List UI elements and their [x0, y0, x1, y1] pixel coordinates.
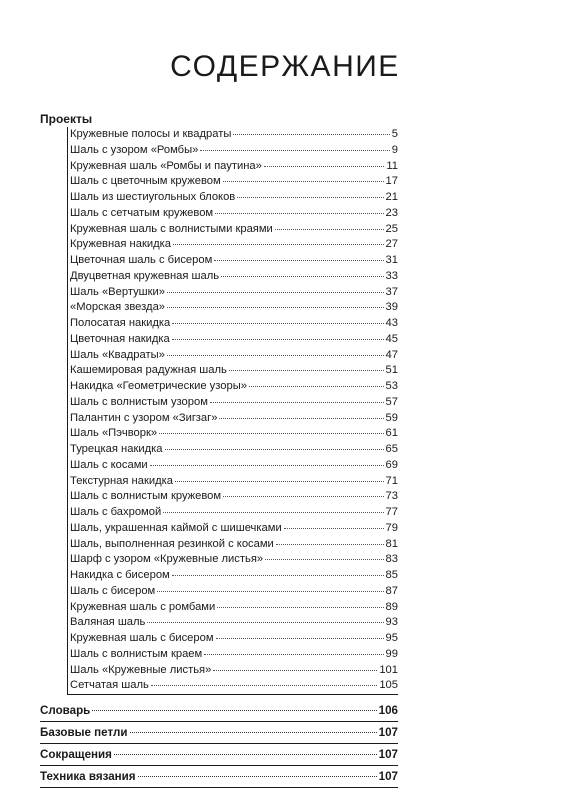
toc-entry-title: Турецкая накидка: [70, 443, 163, 455]
toc-entry-title: Кружевная накидка: [70, 238, 171, 251]
toc-entry-title: Шарф с узором «Кружевные листья»: [70, 553, 264, 566]
toc-main-entry[interactable]: [40, 744, 398, 766]
dot-leader: [233, 134, 389, 135]
toc-entry-title: Валяная шаль: [70, 616, 146, 629]
toc-entry[interactable]: [68, 190, 398, 206]
toc-entry[interactable]: [68, 379, 398, 395]
toc-entry-page: 43: [385, 317, 398, 329]
toc-entry-page: 95: [385, 632, 398, 644]
toc-entry-title: Двуцветная кружевная шаль: [70, 269, 220, 282]
toc-entry-page: 85: [385, 569, 398, 581]
toc-entry[interactable]: [68, 631, 398, 647]
dot-leader: [172, 323, 383, 324]
toc-entry-page: 79: [385, 521, 398, 534]
toc-entry-page: 65: [385, 443, 398, 455]
toc-entry-title: Шаль, украшенная каймой с шишечками: [70, 521, 282, 534]
dot-leader: [92, 710, 376, 711]
dot-leader: [138, 776, 377, 777]
dot-leader: [165, 449, 384, 450]
toc-entry-title: Шаль с косами: [70, 458, 148, 471]
dot-leader: [200, 150, 389, 151]
toc-entry-title: Шаль из шестиугольных блоков: [70, 191, 236, 203]
dot-leader: [172, 575, 384, 576]
toc-entry-page: 107: [378, 726, 398, 739]
toc-entry[interactable]: [68, 363, 398, 379]
dot-leader: [167, 355, 384, 356]
dot-leader: [214, 260, 383, 261]
project-list: [67, 127, 398, 695]
toc-entry-title: «Морская звезда»: [70, 301, 166, 314]
toc-entry[interactable]: [68, 348, 398, 364]
toc-entry-title: Шаль с волнистым узором: [70, 395, 208, 408]
toc-entry-page: 27: [385, 238, 398, 251]
toc-entry-title: Техника вязания: [40, 770, 136, 783]
toc-entry-page: 73: [385, 490, 398, 503]
toc-entry[interactable]: [68, 474, 398, 490]
toc-entry-title: Шаль с бисером: [70, 584, 156, 597]
toc-entry[interactable]: [68, 159, 398, 175]
dot-leader: [219, 418, 383, 419]
toc-entry[interactable]: [68, 411, 398, 427]
section-header-projects: Проекты: [40, 112, 93, 126]
toc-entry-page: 17: [385, 175, 398, 188]
toc-entry-page: 11: [386, 159, 398, 172]
toc-entry[interactable]: [68, 552, 398, 568]
toc-entry[interactable]: [68, 568, 398, 584]
toc-entry-title: Сетчатая шаль: [70, 679, 149, 692]
dot-leader: [147, 622, 383, 623]
toc-entry-title: Шаль с волнистым краем: [70, 647, 203, 660]
toc-entry-page: 61: [385, 427, 398, 440]
toc-entry-title: Цветочная накидка: [70, 332, 170, 345]
toc-entry[interactable]: [68, 332, 398, 348]
toc-entry-title: Шаль «Пэчворк»: [70, 427, 158, 440]
toc-entry-page: 37: [385, 285, 398, 298]
toc-entry[interactable]: [68, 143, 398, 159]
toc-main-entry[interactable]: [40, 722, 398, 744]
toc-entry-page: 107: [378, 748, 398, 761]
toc-entry-page: 25: [385, 222, 398, 235]
toc-entry[interactable]: [68, 316, 398, 332]
dot-leader: [150, 465, 384, 466]
toc-entry-page: 99: [385, 647, 398, 660]
toc-entry-title: Кружевная шаль с волнистыми краями: [70, 222, 273, 235]
toc-entry-title: Кашемировая радужная шаль: [70, 364, 227, 377]
toc-entry-page: 87: [385, 584, 398, 597]
toc-entry-title: Шаль с узором «Ромбы»: [70, 143, 199, 156]
toc-entry[interactable]: [68, 600, 398, 616]
toc-entry-title: Шаль с цветочным кружевом: [70, 175, 221, 188]
toc-entry-title: Кружевная шаль с ромбами: [70, 600, 216, 613]
toc-main-entry[interactable]: [40, 700, 398, 722]
toc-entry[interactable]: [68, 537, 398, 553]
toc-entry-page: 57: [385, 395, 398, 408]
toc-entry[interactable]: [68, 678, 398, 694]
toc-entry-title: Накидка с бисером: [70, 569, 170, 581]
dot-leader: [210, 402, 384, 403]
toc-entry-page: 81: [385, 537, 398, 550]
toc-entry-page: 33: [385, 269, 398, 282]
toc-entry-page: 89: [385, 600, 398, 613]
toc-entry-page: 39: [385, 301, 398, 314]
dot-leader: [151, 685, 378, 686]
dot-leader: [213, 670, 377, 671]
toc-entry[interactable]: [68, 505, 398, 521]
toc-entry-title: Шаль «Вертушки»: [70, 285, 166, 298]
toc-entry[interactable]: [68, 206, 398, 222]
dot-leader: [175, 481, 384, 482]
toc-entry[interactable]: [68, 253, 398, 269]
dot-leader: [163, 512, 383, 513]
toc-entry[interactable]: [68, 426, 398, 442]
toc-entry-page: 45: [385, 332, 398, 345]
dot-leader: [216, 638, 384, 639]
dot-leader: [229, 370, 384, 371]
toc-entry[interactable]: [68, 458, 398, 474]
dot-leader: [130, 732, 377, 733]
toc-entry-title: Кружевные полосы и квадраты: [70, 128, 232, 140]
toc-entry[interactable]: [68, 300, 398, 316]
toc-entry[interactable]: [68, 521, 398, 537]
toc-entry-page: 107: [378, 770, 398, 783]
dot-leader: [237, 197, 383, 198]
toc-entry-page: 31: [385, 254, 398, 266]
toc-entry[interactable]: [68, 584, 398, 600]
toc-entry-title: Шаль с волнистым кружевом: [70, 490, 222, 503]
main-sections-list: [40, 700, 398, 788]
toc-entry[interactable]: [68, 127, 398, 143]
toc-entry-page: 105: [379, 679, 398, 692]
toc-entry-page: 59: [385, 411, 398, 424]
toc-entry-page: 77: [385, 506, 398, 518]
dot-leader: [223, 496, 383, 497]
dot-leader: [114, 754, 377, 755]
toc-entry[interactable]: [68, 489, 398, 505]
dot-leader: [173, 244, 384, 245]
toc-entry-title: Шаль, выполненная резинкой с косами: [70, 537, 274, 550]
toc-entry-page: 101: [379, 663, 398, 676]
page-title: СОДЕРЖАНИЕ: [170, 50, 400, 83]
dot-leader: [249, 386, 384, 387]
toc-entry[interactable]: [68, 285, 398, 301]
toc-entry-page: 53: [385, 380, 398, 392]
dot-leader: [157, 591, 383, 592]
dot-leader: [284, 528, 384, 529]
toc-entry-title: Палантин с узором «Зигзаг»: [70, 411, 218, 424]
toc-entry-page: 9: [391, 143, 398, 156]
toc-entry-title: Цветочная шаль с бисером: [70, 254, 213, 266]
dot-leader: [221, 276, 383, 277]
toc-entry-page: 21: [385, 191, 398, 203]
toc-entry[interactable]: [68, 442, 398, 458]
dot-leader: [159, 433, 383, 434]
dot-leader: [276, 544, 384, 545]
toc-entry-page: 51: [385, 364, 398, 377]
toc-entry[interactable]: [68, 222, 398, 238]
toc-entry-title: Кружевная шаль с бисером: [70, 632, 214, 644]
toc-entry-page: 5: [391, 128, 398, 140]
toc-entry-page: 23: [385, 206, 398, 219]
toc-entry-title: Словарь: [40, 704, 91, 717]
toc-entry[interactable]: [68, 663, 398, 679]
toc-entry[interactable]: [68, 174, 398, 190]
toc-entry-page: 106: [378, 704, 398, 717]
dot-leader: [167, 307, 384, 308]
toc-entry-title: Шаль с бахромой: [70, 506, 162, 518]
toc-entry-page: 47: [385, 348, 398, 361]
toc-entry-title: Текстурная накидка: [70, 474, 173, 487]
toc-entry-title: Шаль «Квадраты»: [70, 348, 165, 361]
toc-entry[interactable]: [68, 615, 398, 631]
toc-entry[interactable]: [68, 269, 398, 285]
toc-entry-title: Шаль «Кружевные листья»: [70, 663, 212, 676]
toc-entry[interactable]: [68, 237, 398, 253]
dot-leader: [172, 339, 384, 340]
toc-entry-page: 71: [385, 474, 398, 487]
toc-entry-title: Сокращения: [40, 748, 112, 761]
table-of-contents: [40, 111, 398, 788]
toc-entry-title: Шаль с сетчатым кружевом: [70, 206, 214, 219]
toc-entry-page: 69: [385, 458, 398, 471]
dot-leader: [217, 607, 383, 608]
toc-entry-page: 83: [385, 553, 398, 566]
dot-leader: [275, 229, 384, 230]
toc-entry-title: Базовые петли: [40, 726, 128, 739]
dot-leader: [167, 292, 384, 293]
toc-main-entry[interactable]: [40, 766, 398, 788]
dot-leader: [264, 166, 385, 167]
toc-entry-title: Кружевная шаль «Ромбы и паутина»: [70, 159, 262, 172]
toc-entry[interactable]: [68, 395, 398, 411]
toc-entry-title: Полосатая накидка: [70, 317, 171, 329]
toc-entry[interactable]: [68, 647, 398, 663]
toc-entry-title: Накидка «Геометрические узоры»: [70, 380, 247, 392]
toc-entry-page: 93: [385, 616, 398, 629]
dot-leader: [204, 654, 383, 655]
dot-leader: [215, 213, 383, 214]
dot-leader: [223, 181, 384, 182]
dot-leader: [265, 559, 383, 560]
